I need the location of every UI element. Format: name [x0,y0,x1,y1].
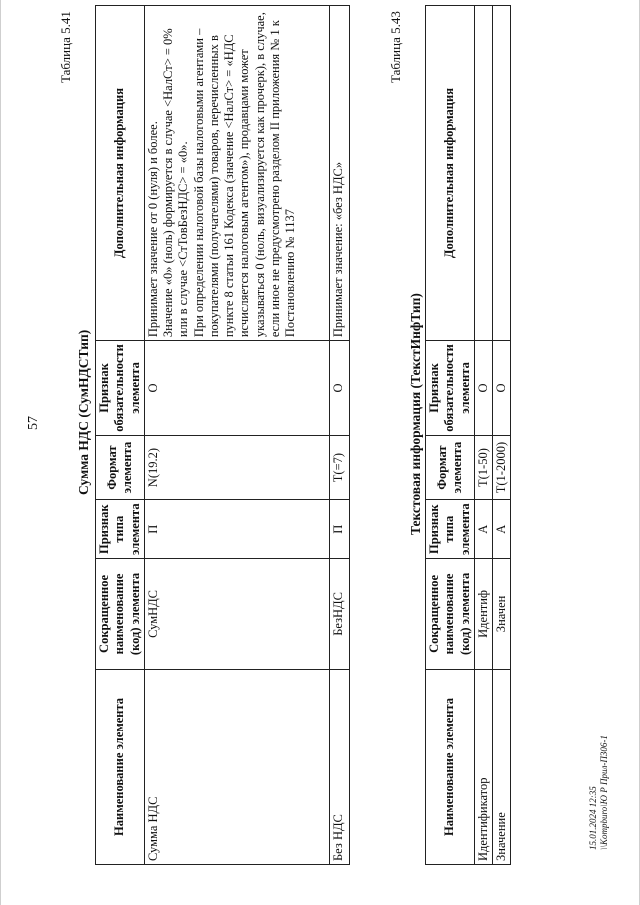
table2-header-code: Сокращенное наименование (код) элемента [426,558,475,669]
table1-header-format: Формат элемента [96,435,145,500]
table2-cell-name: Идентификатор [474,669,492,864]
table2-header-row [426,6,475,865]
table2-cell-format: T(1-2000) [493,435,511,500]
table1-header-required: Признак обязательности элемента [96,341,145,436]
footer-path: \\Kompburo\Ю Р Прил-П306-1 [598,735,609,850]
table2-title: Текстовая информация (ТекстИнфТип) [408,293,423,535]
table2-cell-info [474,6,492,341]
table2-cell-type: А [493,500,511,559]
table2-cell-type: А [474,500,492,559]
table1-cell-format: T(=7) [329,435,349,500]
table1-header-code: Сокращенное наименование (код) элемента [96,558,145,669]
table2-cell-required: О [493,341,511,436]
table1-cell-type: П [329,500,349,559]
table-row [329,6,349,865]
table-row [144,6,329,865]
page-number: 57 [26,416,41,430]
table1-cell-code: СумНДС [144,558,329,669]
table2-cell-name: Значение [493,669,511,864]
table1-cell-code: БезНДС [329,558,349,669]
table1-cell-info: Принимает значение от 0 (нуля) и более. Значение «0» (ноль) формируется в случае <НалСт> = 0% или в случае <СтТовБезНДС> = «0». При определении налоговой базы налоговыми агентами – покупателями (получателями) товаров, перечисленных в пункте 8 статьи 161 Кодекса (значение <НалСт> = «НДС исчисляется налоговым агентом»), продавцами может указываться 0 (ноль, визуализируется как прочерк), в случае, если иное не предусмотрено разделом II приложения № 1 к Постановлению № 1137 [144,6,329,341]
table-row [493,6,511,865]
table2-header-type: Признак типа элемента [426,500,475,559]
table2-cell-format: T(1-50) [474,435,492,500]
table1-cell-type: П [144,500,329,559]
table1 [95,5,350,865]
table1-header-row [96,6,145,865]
table1-cell-name: Сумма НДС [144,669,329,864]
table2-cell-code: Идентиф [474,558,492,669]
table1-cell-required: О [144,341,329,436]
table1-cell-format: N(19.2) [144,435,329,500]
table1-header-info: Дополнительная информация [96,6,145,341]
table-row [474,6,492,865]
table2-header-format: Формат элемента [426,435,475,500]
footer [588,735,610,850]
footer-date: 15.01.2024 12:35 [588,786,598,850]
table1-header-type: Признак типа элемента [96,500,145,559]
table2-cell-code: Значен [493,558,511,669]
table2-header-name: Наименование элемента [426,669,475,864]
table2-cell-required: О [474,341,492,436]
table2 [425,5,511,865]
table2-label: Таблица 5.43 [388,11,403,83]
table1-label: Таблица 5.41 [58,11,73,83]
table1-header-name: Наименование элемента [96,669,145,864]
table1-cell-required: О [329,341,349,436]
table1-cell-info: Принимает значение: «без НДС» [329,6,349,341]
table2-header-required: Признак обязательности элемента [426,341,475,436]
table1-title: Сумма НДС (СумНДСТип) [76,329,91,495]
table2-header-info: Дополнительная информация [426,6,475,341]
table2-cell-info [493,6,511,341]
table1-cell-name: Без НДС [329,669,349,864]
